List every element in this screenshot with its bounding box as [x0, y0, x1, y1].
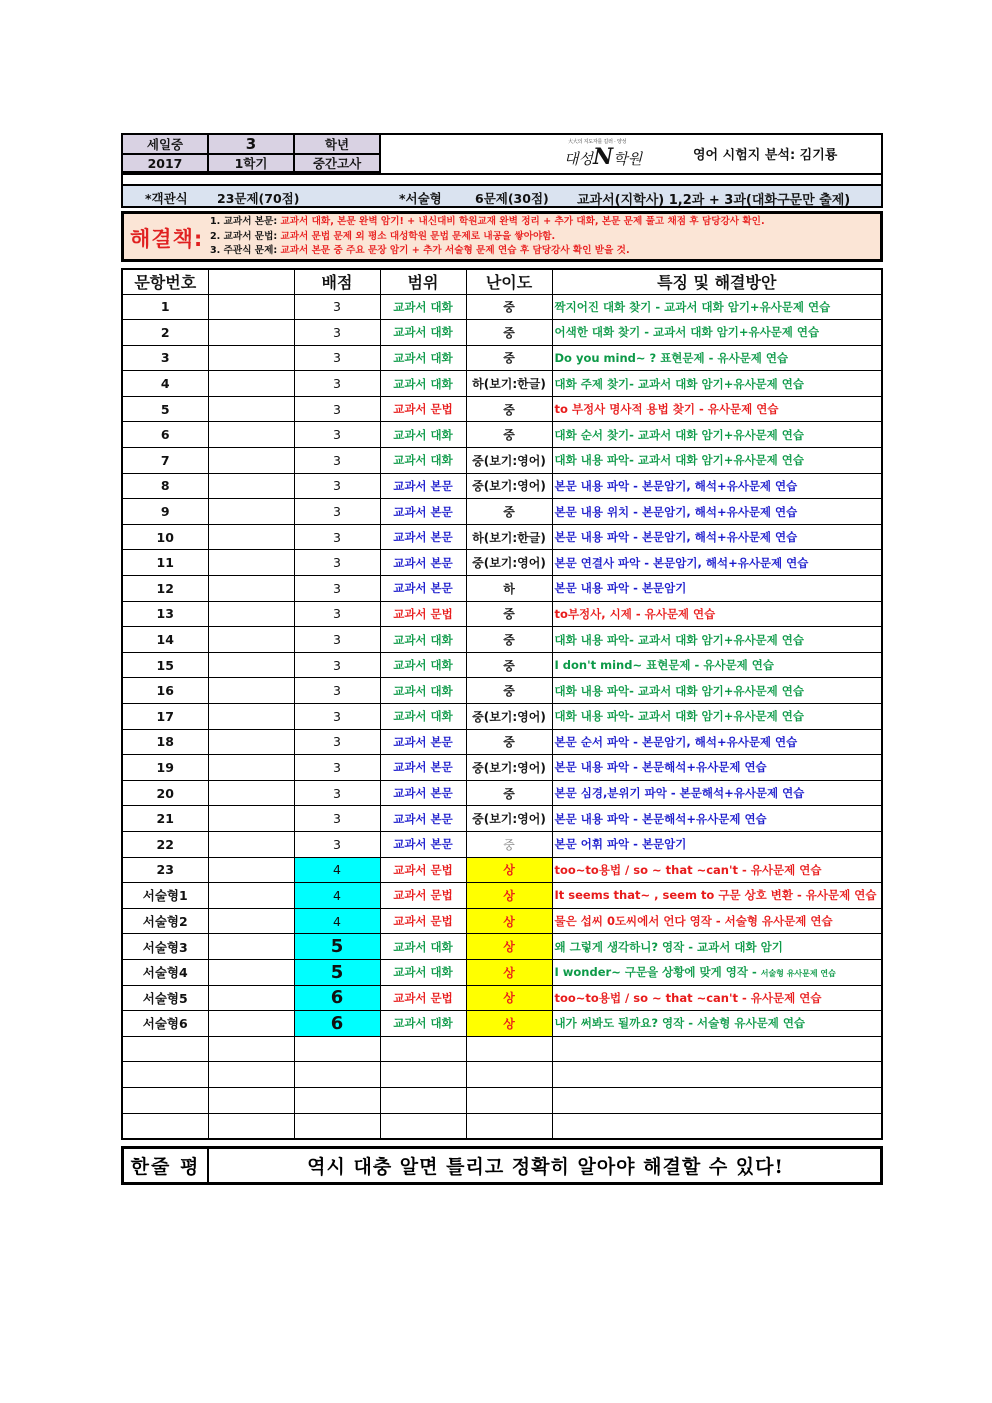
- blank-cell: [208, 371, 294, 397]
- difficulty-cell: 중(보기:영어): [466, 448, 552, 474]
- scope-cell: 교과서 대화: [380, 959, 466, 985]
- analysis-table: [121, 268, 883, 1140]
- description-text: It seems that~ , seem to 구문 상호 변환 - 유사문제 연습: [554, 888, 877, 903]
- question-number: 17: [122, 704, 208, 730]
- difficulty-cell: 중: [466, 627, 552, 653]
- points-cell: 3: [294, 806, 380, 832]
- description-text: 본문 내용 파악 - 본문암기: [554, 581, 687, 596]
- exam-name: 중간고사: [295, 155, 381, 173]
- summary-label: 한줄 평: [124, 1149, 209, 1182]
- empty-row: [122, 1087, 882, 1113]
- grade-label: 학년: [295, 135, 381, 155]
- academy-logo: [564, 138, 654, 170]
- blank-cell: [208, 755, 294, 781]
- blank-cell: [208, 806, 294, 832]
- points-cell: 3: [294, 396, 380, 422]
- description-text: 본문 심경,분위기 파악 - 본문해석+유사문제 연습: [554, 786, 805, 801]
- points-cell: 3: [294, 320, 380, 346]
- scope-cell: 교과서 대화: [380, 652, 466, 678]
- description-cell: [552, 831, 882, 857]
- description-cell: [552, 524, 882, 550]
- table-row: [122, 627, 882, 653]
- description-text: 왜 그렇게 생각하니? 영작 - 교과서 대화 암기: [554, 939, 783, 954]
- blank-cell: [208, 422, 294, 448]
- question-number: 10: [122, 524, 208, 550]
- difficulty-cell: 중: [466, 345, 552, 371]
- difficulty-cell: 하(보기:한글): [466, 371, 552, 397]
- question-number: 12: [122, 576, 208, 602]
- empty-cell: [208, 1087, 294, 1113]
- empty-row: [122, 1062, 882, 1088]
- table-row: [122, 678, 882, 704]
- subjective-value: 6문제(30점): [475, 191, 549, 206]
- difficulty-cell: 상: [466, 883, 552, 909]
- blank-cell: [208, 985, 294, 1011]
- description-cell: [552, 704, 882, 730]
- difficulty-cell: 중: [466, 294, 552, 320]
- empty-cell: [208, 1036, 294, 1062]
- table-row: [122, 524, 882, 550]
- table-row: [122, 908, 882, 934]
- description-text: 본문 내용 파악 - 본문암기, 해석+유사문제 연습: [554, 478, 798, 493]
- question-number: 14: [122, 627, 208, 653]
- points-cell: 5: [294, 959, 380, 985]
- empty-cell: [380, 1062, 466, 1088]
- header-difficulty: 난이도: [466, 269, 552, 294]
- blank-cell: [208, 704, 294, 730]
- description-cell: [552, 396, 882, 422]
- table-row: [122, 550, 882, 576]
- points-cell: 3: [294, 755, 380, 781]
- empty-cell: [122, 1087, 208, 1113]
- scope-cell: 교과서 문법: [380, 601, 466, 627]
- table-row: [122, 729, 882, 755]
- empty-cell: [122, 1062, 208, 1088]
- description-cell: [552, 857, 882, 883]
- points-cell: 3: [294, 550, 380, 576]
- points-cell: 3: [294, 371, 380, 397]
- summary-text: 역시 대충 알면 틀리고 정확히 알아야 해결할 수 있다!: [307, 1156, 784, 1178]
- header-points: 배점: [294, 269, 380, 294]
- question-number: 1: [122, 294, 208, 320]
- exam-year: 2017: [123, 155, 209, 173]
- difficulty-cell: 상: [466, 934, 552, 960]
- blank-cell: [208, 576, 294, 602]
- difficulty-cell: 중(보기:영어): [466, 473, 552, 499]
- question-number: 15: [122, 652, 208, 678]
- question-number: 7: [122, 448, 208, 474]
- description-text: 대화 내용 파악- 교과서 대화 암기+유사문제 연습: [554, 709, 804, 724]
- empty-cell: [466, 1087, 552, 1113]
- solution-line: 3. 주관식 문제: 교과서 본문 중 주요 문장 암기 + 추가 서술형 문제 연습 후 담당강사 확인 받을 것.: [210, 245, 630, 256]
- question-number: 21: [122, 806, 208, 832]
- description-text: 본문 내용 파악 - 본문암기, 해석+유사문제 연습: [554, 530, 798, 545]
- empty-cell: [552, 1113, 882, 1139]
- question-number: 18: [122, 729, 208, 755]
- blank-cell: [208, 934, 294, 960]
- difficulty-cell: 하(보기:한글): [466, 524, 552, 550]
- points-cell: 3: [294, 780, 380, 806]
- blank-cell: [208, 729, 294, 755]
- table-row: [122, 499, 882, 525]
- blank-cell: [208, 627, 294, 653]
- description-cell: [552, 755, 882, 781]
- question-number: 8: [122, 473, 208, 499]
- textbook-scope: 교과서(지학사) 1,2과 + 3과(대화구문만 출제): [577, 193, 851, 208]
- description-cell: [552, 320, 882, 346]
- question-number: 9: [122, 499, 208, 525]
- grade-number: 3: [209, 135, 295, 155]
- question-number: 서술형4: [122, 959, 208, 985]
- difficulty-cell: 중: [466, 729, 552, 755]
- description-text: 본문 내용 파악 - 본문해석+유사문제 연습: [554, 811, 767, 826]
- question-number: 6: [122, 422, 208, 448]
- header-question-no: 문항번호: [122, 269, 208, 294]
- description-text: 짝지어진 대화 찾기 - 교과서 대화 암기+유사문제 연습: [554, 299, 831, 314]
- difficulty-cell: 중: [466, 499, 552, 525]
- blank-cell: [208, 448, 294, 474]
- table-row: [122, 883, 882, 909]
- scope-cell: 교과서 본문: [380, 576, 466, 602]
- empty-cell: [466, 1062, 552, 1088]
- points-cell: 3: [294, 473, 380, 499]
- points-cell: 3: [294, 294, 380, 320]
- table-row: [122, 396, 882, 422]
- description-text: to 부정사 명사적 용법 찾기 - 유사문제 연습: [554, 402, 779, 417]
- table-row: [122, 959, 882, 985]
- description-text: 대화 주제 찾기- 교과서 대화 암기+유사문제 연습: [554, 376, 804, 391]
- difficulty-cell: 중: [466, 422, 552, 448]
- difficulty-cell: 중(보기:영어): [466, 806, 552, 832]
- table-row: [122, 985, 882, 1011]
- points-cell: 4: [294, 883, 380, 909]
- scope-cell: 교과서 대화: [380, 1011, 466, 1037]
- points-cell: 3: [294, 831, 380, 857]
- points-cell: 3: [294, 627, 380, 653]
- scope-cell: 교과서 대화: [380, 422, 466, 448]
- table-row: [122, 806, 882, 832]
- empty-cell: [208, 1062, 294, 1088]
- points-cell: 3: [294, 678, 380, 704]
- points-cell: 3: [294, 448, 380, 474]
- question-number: 23: [122, 857, 208, 883]
- description-text: 대화 내용 파악- 교과서 대화 암기+유사문제 연습: [554, 683, 804, 698]
- scope-cell: 교과서 본문: [380, 780, 466, 806]
- empty-row: [122, 1113, 882, 1139]
- points-cell: 4: [294, 857, 380, 883]
- difficulty-cell: 중: [466, 831, 552, 857]
- empty-cell: [466, 1113, 552, 1139]
- question-number: 13: [122, 601, 208, 627]
- difficulty-cell: 중: [466, 396, 552, 422]
- blank-cell: [208, 652, 294, 678]
- table-row: [122, 371, 882, 397]
- empty-cell: [552, 1062, 882, 1088]
- empty-cell: [466, 1036, 552, 1062]
- solution-line: 2. 교과서 문법: 교과서 문법 문제 외 평소 대성학원 문법 문제로 내공을 쌓아야함.: [210, 230, 556, 242]
- description-text: to부정사, 시제 - 유사문제 연습: [554, 606, 716, 621]
- question-number: 5: [122, 396, 208, 422]
- scope-cell: 교과서 대화: [380, 934, 466, 960]
- description-cell: [552, 985, 882, 1011]
- points-cell: 3: [294, 345, 380, 371]
- analyst-title: 영어 시험지 분석: 김기룡: [693, 148, 838, 163]
- scope-cell: 교과서 문법: [380, 883, 466, 909]
- scope-cell: 교과서 본문: [380, 755, 466, 781]
- objective-value: 23문제(70점): [217, 191, 300, 206]
- solution-title: 해결책:: [130, 227, 204, 251]
- table-header-row: [122, 269, 882, 294]
- difficulty-cell: 중: [466, 652, 552, 678]
- difficulty-cell: 중(보기:영어): [466, 704, 552, 730]
- description-text: 본문 연결사 파악 - 본문암기, 해석+유사문제 연습: [554, 555, 809, 570]
- table-row: [122, 294, 882, 320]
- difficulty-cell: 상: [466, 959, 552, 985]
- blank-cell: [208, 294, 294, 320]
- empty-cell: [208, 1113, 294, 1139]
- scope-cell: 교과서 대화: [380, 320, 466, 346]
- points-cell: 4: [294, 908, 380, 934]
- points-cell: 3: [294, 576, 380, 602]
- difficulty-cell: 중: [466, 780, 552, 806]
- blank-cell: [208, 473, 294, 499]
- description-cell: [552, 601, 882, 627]
- empty-cell: [122, 1113, 208, 1139]
- description-cell: [552, 729, 882, 755]
- points-cell: 3: [294, 524, 380, 550]
- description-text: 본문 내용 파악 - 본문해석+유사문제 연습: [554, 760, 767, 775]
- empty-cell: [552, 1087, 882, 1113]
- points-cell: 3: [294, 652, 380, 678]
- description-cell: [552, 371, 882, 397]
- solution-line: 1. 교과서 본문: 교과서 대화, 본문 완벽 암기! + 내신대비 학원교재 완벽 정리 + 추가 대화, 본문 문제 풀고 채점 후 담당강사 확인.: [210, 216, 765, 227]
- table-row: [122, 576, 882, 602]
- description-cell: [552, 934, 882, 960]
- empty-cell: [380, 1036, 466, 1062]
- empty-cell: [380, 1113, 466, 1139]
- question-number: 서술형2: [122, 908, 208, 934]
- spacer-row: [121, 175, 883, 184]
- description-text: too~to용법 / so ~ that ~can't - 유사문제 연습: [554, 862, 822, 877]
- description-text: 대화 내용 파악- 교과서 대화 암기+유사문제 연습: [554, 632, 804, 647]
- table-row: [122, 320, 882, 346]
- scope-cell: 교과서 문법: [380, 908, 466, 934]
- question-number: 22: [122, 831, 208, 857]
- header-scope: 범위: [380, 269, 466, 294]
- solution-lines: [210, 215, 765, 259]
- empty-cell: [552, 1036, 882, 1062]
- description-cell: [552, 448, 882, 474]
- school-name: 세일중: [123, 135, 209, 155]
- table-row: [122, 601, 882, 627]
- scope-cell: 교과서 대화: [380, 448, 466, 474]
- difficulty-cell: 중: [466, 320, 552, 346]
- table-body: [122, 294, 882, 1139]
- description-cell: [552, 550, 882, 576]
- scope-cell: 교과서 문법: [380, 857, 466, 883]
- difficulty-cell: 중(보기:영어): [466, 550, 552, 576]
- table-row: [122, 422, 882, 448]
- question-number: 3: [122, 345, 208, 371]
- difficulty-cell: 중: [466, 601, 552, 627]
- table-row: [122, 755, 882, 781]
- description-text: 내가 써봐도 될까요? 영작 - 서술형 유사문제 연습: [554, 1016, 806, 1031]
- description-cell: [552, 576, 882, 602]
- table-row: [122, 345, 882, 371]
- description-cell: [552, 473, 882, 499]
- question-number: 2: [122, 320, 208, 346]
- blank-cell: [208, 345, 294, 371]
- table-row: [122, 780, 882, 806]
- points-cell: 3: [294, 704, 380, 730]
- description-text: I wonder~ 구문을 상황에 맞게 영작 -: [554, 965, 761, 980]
- scope-cell: 교과서 대화: [380, 704, 466, 730]
- scope-cell: 교과서 대화: [380, 627, 466, 653]
- blank-cell: [208, 524, 294, 550]
- blank-cell: [208, 320, 294, 346]
- question-number: 서술형3: [122, 934, 208, 960]
- summary-box: [121, 1146, 883, 1185]
- question-number: 20: [122, 780, 208, 806]
- question-number: 16: [122, 678, 208, 704]
- solution-box: [121, 211, 883, 262]
- question-number: 서술형5: [122, 985, 208, 1011]
- question-number: 19: [122, 755, 208, 781]
- table-row: [122, 831, 882, 857]
- empty-cell: [294, 1087, 380, 1113]
- difficulty-cell: 상: [466, 1011, 552, 1037]
- description-cell: [552, 908, 882, 934]
- description-cell: [552, 652, 882, 678]
- table-row: [122, 704, 882, 730]
- description-text: 본문 순서 파악 - 본문암기, 해석+유사문제 연습: [554, 734, 798, 749]
- scope-cell: 교과서 본문: [380, 831, 466, 857]
- description-cell: [552, 294, 882, 320]
- description-text: 본문 어휘 파악 - 본문암기: [554, 837, 687, 852]
- blank-cell: [208, 831, 294, 857]
- table-row: [122, 652, 882, 678]
- blank-cell: [208, 601, 294, 627]
- scope-cell: 교과서 본문: [380, 550, 466, 576]
- blank-cell: [208, 857, 294, 883]
- difficulty-cell: 하: [466, 576, 552, 602]
- blank-cell: [208, 499, 294, 525]
- table-row: [122, 448, 882, 474]
- subjective-label: *서술형: [399, 191, 442, 206]
- description-text: 어색한 대화 찾기 - 교과서 대화 암기+유사문제 연습: [554, 325, 820, 340]
- empty-cell: [294, 1113, 380, 1139]
- description-cell: [552, 345, 882, 371]
- header-info-grid: [121, 133, 381, 175]
- question-number: 서술형6: [122, 1011, 208, 1037]
- description-cell: [552, 959, 882, 985]
- description-cell: [552, 883, 882, 909]
- blank-cell: [208, 883, 294, 909]
- description-cell: [552, 627, 882, 653]
- scope-cell: 교과서 대화: [380, 345, 466, 371]
- table-row: [122, 1011, 882, 1037]
- points-cell: 3: [294, 422, 380, 448]
- description-cell: [552, 780, 882, 806]
- difficulty-cell: 상: [466, 908, 552, 934]
- table-row: [122, 857, 882, 883]
- scope-cell: 교과서 대화: [380, 678, 466, 704]
- header-right: [381, 135, 881, 173]
- semester: 1학기: [209, 155, 295, 173]
- table-row: [122, 473, 882, 499]
- description-cell: [552, 1011, 882, 1037]
- logo-tagline: 大大의 지도자를 길러 · 양성: [568, 139, 627, 145]
- scope-cell: 교과서 대화: [380, 371, 466, 397]
- empty-cell: [380, 1087, 466, 1113]
- question-number: 4: [122, 371, 208, 397]
- table-row: [122, 934, 882, 960]
- blank-cell: [208, 678, 294, 704]
- question-number: 11: [122, 550, 208, 576]
- difficulty-cell: 상: [466, 857, 552, 883]
- blank-cell: [208, 550, 294, 576]
- empty-row: [122, 1036, 882, 1062]
- scope-cell: 교과서 문법: [380, 396, 466, 422]
- empty-cell: [294, 1062, 380, 1088]
- points-cell: 5: [294, 934, 380, 960]
- difficulty-cell: 중(보기:영어): [466, 755, 552, 781]
- blank-cell: [208, 780, 294, 806]
- description-cell: [552, 678, 882, 704]
- description-text: 대화 내용 파악- 교과서 대화 암기+유사문제 연습: [554, 453, 804, 468]
- question-number: 서술형1: [122, 883, 208, 909]
- description-cell: [552, 499, 882, 525]
- empty-cell: [122, 1036, 208, 1062]
- scope-cell: 교과서 본문: [380, 729, 466, 755]
- empty-cell: [294, 1036, 380, 1062]
- header-description: 특징 및 해결방안: [552, 269, 882, 294]
- objective-label: *객관식: [145, 191, 188, 206]
- header-blank: [208, 269, 294, 294]
- scope-cell: 교과서 본문: [380, 499, 466, 525]
- scope-cell: 교과서 본문: [380, 473, 466, 499]
- description-cell: [552, 806, 882, 832]
- scope-cell: 교과서 대화: [380, 294, 466, 320]
- description-text: 대화 순서 찾기- 교과서 대화 암기+유사문제 연습: [554, 427, 804, 442]
- description-text: 물은 섭씨 0도씨에서 언다 영작 - 서술형 유사문제 연습: [554, 914, 833, 929]
- scope-cell: 교과서 문법: [380, 985, 466, 1011]
- description-cell: [552, 422, 882, 448]
- points-cell: 6: [294, 985, 380, 1011]
- blank-cell: [208, 908, 294, 934]
- description-text: I don't mind~ 표현문제 - 유사문제 연습: [554, 658, 774, 673]
- blank-cell: [208, 1011, 294, 1037]
- blank-cell: [208, 959, 294, 985]
- description-text: Do you mind~ ? 표현문제 - 유사문제 연습: [554, 350, 789, 365]
- points-cell: 3: [294, 729, 380, 755]
- description-text: too~to용법 / so ~ that ~can't - 유사문제 연습: [554, 990, 822, 1005]
- blank-cell: [208, 396, 294, 422]
- description-text: 본문 내용 위치 - 본문암기, 해석+유사문제 연습: [554, 504, 798, 519]
- logo-wordmark: 대성N학원: [564, 144, 643, 170]
- points-cell: 3: [294, 601, 380, 627]
- points-cell: 6: [294, 1011, 380, 1037]
- scope-cell: 교과서 본문: [380, 524, 466, 550]
- difficulty-cell: 상: [466, 985, 552, 1011]
- description-note: 서술형 유사문제 연습: [760, 969, 836, 979]
- scope-cell: 교과서 본문: [380, 806, 466, 832]
- exam-type-row: [121, 184, 883, 208]
- points-cell: 3: [294, 499, 380, 525]
- difficulty-cell: 중: [466, 678, 552, 704]
